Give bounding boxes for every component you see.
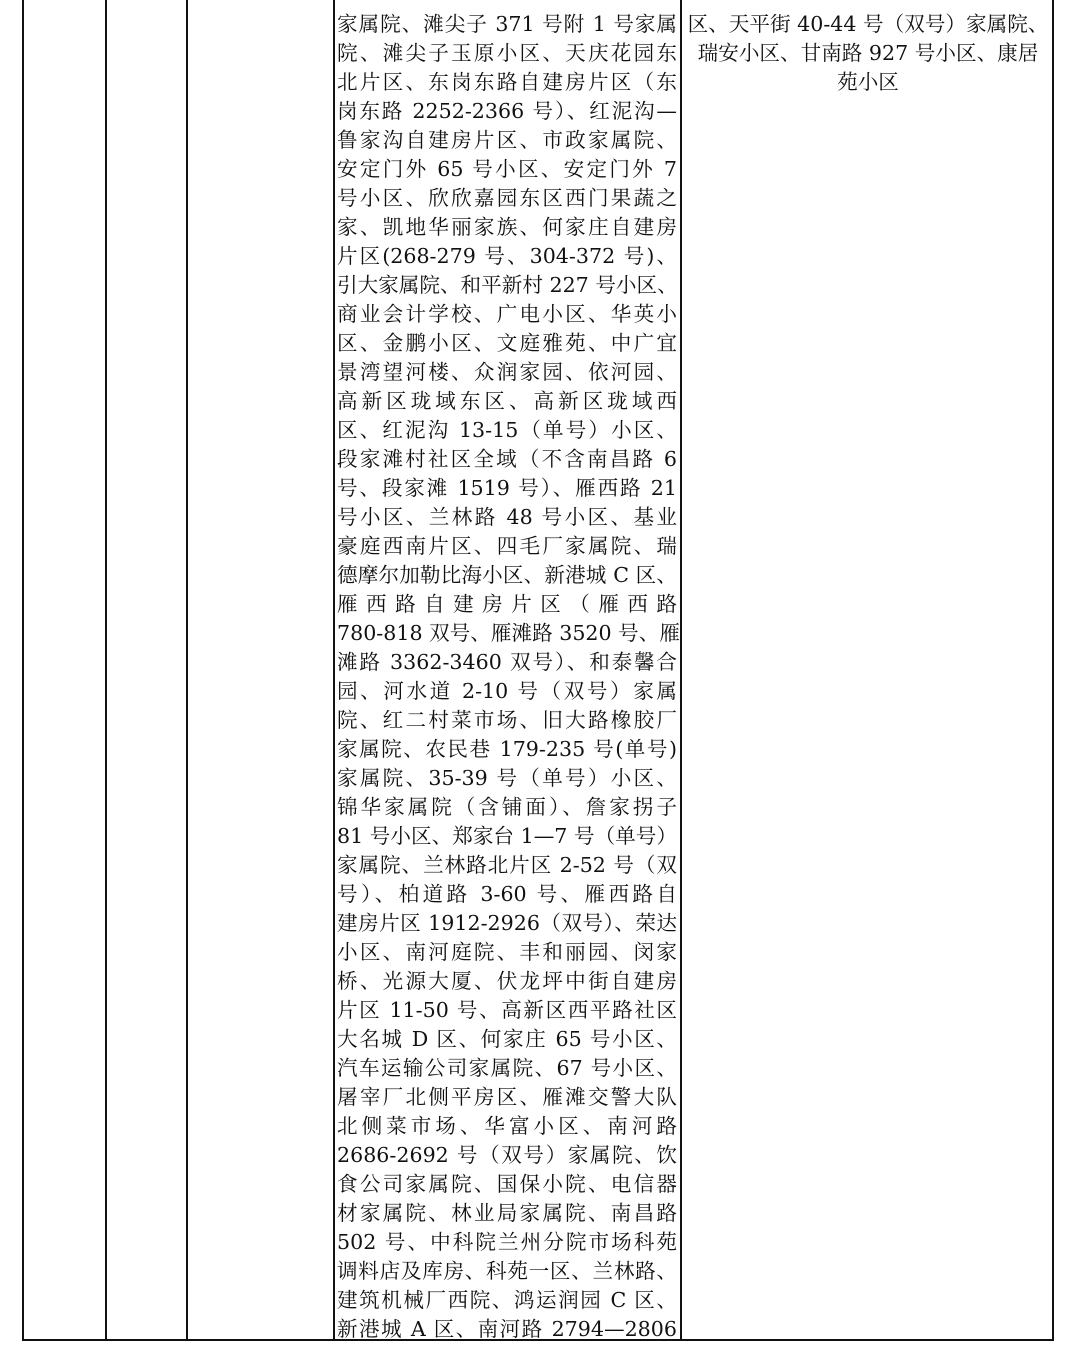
area-text-line: 大名城 D 区、何家庄 65 号小区、 <box>337 1027 677 1051</box>
area-text-line: 号）、柏道路 3-60 号、雁西路自 <box>337 882 677 906</box>
area-text-line: 引大家属院、和平新村 227 号小区、 <box>337 273 678 297</box>
table-border-right <box>1052 0 1054 1341</box>
area-text-line: 780-818 双号、雁滩路 3520 号、雁 <box>337 621 680 645</box>
area-text-line: 家属院、农民巷 179-235 号(单号) <box>337 737 677 761</box>
area-text-line: 安定门外 65 号小区、安定门外 7 <box>337 157 677 181</box>
area-text-line: 院、红二村菜市场、旧大路橡胶厂 <box>337 708 677 732</box>
area-text-line: 北片区、东岗东路自建房片区（东 <box>337 70 677 94</box>
area-text-line: 家属院、滩尖子 371 号附 1 号家属 <box>337 12 677 36</box>
area-text-line: 小区、南河庭院、丰和丽园、闵家 <box>337 940 677 964</box>
column-divider-2 <box>186 0 188 1341</box>
area-text-line: 号小区、欣欣嘉园东区西门果蔬之 <box>337 186 677 210</box>
area-text-line: 建房片区 1912-2926（双号）、荣达 <box>337 911 677 935</box>
area-text-line: 区、红泥沟 13-15（单号）小区、 <box>337 418 677 442</box>
area-text-line: 段家滩村社区全域（不含南昌路 6 <box>337 447 677 471</box>
area-text-line: 号小区、兰林路 48 号小区、基业 <box>337 505 677 529</box>
area-text-line: 502 号、中科院兰州分院市场科苑 <box>337 1230 677 1254</box>
area-text-line: 材家属院、林业局家属院、南昌路 <box>337 1201 677 1225</box>
areas-cell <box>337 10 680 1344</box>
area-text-line: 桥、光源大厦、伏龙坪中街自建房 <box>337 969 677 993</box>
area-text-line: 家、凯地华丽家族、何家庄自建房 <box>337 215 677 239</box>
area-text-line: 新港城 A 区、南河路 2794—2806 <box>337 1317 677 1341</box>
area-text-line: 商业会计学校、广电小区、华英小 <box>337 302 677 326</box>
area-text-line: 片区(268-279 号、304-372 号)、 <box>337 244 677 268</box>
other-area-text-line: 瑞安小区、甘南路 927 号小区、康居 <box>697 41 1039 65</box>
area-text-line: 景湾望河楼、众润家园、依河园、 <box>337 360 677 384</box>
area-text-line: 家属院、兰林路北片区 2-52 号（双 <box>337 853 677 877</box>
area-text-line: 汽车运输公司家属院、67 号小区、 <box>337 1056 677 1080</box>
area-text-line: 雁西路自建房片区（雁西路 <box>337 592 677 616</box>
column-divider-3 <box>333 0 335 1341</box>
area-text-line: 滩路 3362-3460 双号）、和泰馨合 <box>337 650 677 674</box>
area-text-line: 屠宰厂北侧平房区、雁滩交警大队 <box>337 1085 677 1109</box>
area-text-line: 德摩尔加勒比海小区、新港城 C 区、 <box>337 563 677 587</box>
other-area-text-line: 区、天平街 40-44 号（双号）家属院、 <box>687 12 1049 36</box>
other-areas-cell <box>683 10 1053 97</box>
other-area-text-line: 苑小区 <box>837 70 899 94</box>
area-text-line: 豪庭西南片区、四毛厂家属院、瑞 <box>337 534 677 558</box>
area-text-line: 调料店及库房、科苑一区、兰林路、 <box>337 1259 677 1283</box>
area-text-line: 2686-2692 号（双号）家属院、饮 <box>337 1143 677 1167</box>
area-text-line: 园、河水道 2-10 号（双号）家属 <box>337 679 677 703</box>
area-text-line: 高新区珑域东区、高新区珑域西 <box>337 389 677 413</box>
table-border-left <box>22 0 24 1341</box>
column-divider-1 <box>105 0 107 1341</box>
area-text-line: 片区 11-50 号、高新区西平路社区 <box>337 998 677 1022</box>
area-text-line: 号、段家滩 1519 号）、雁西路 21 <box>337 476 677 500</box>
area-text-line: 鲁家沟自建房片区、市政家属院、 <box>337 128 677 152</box>
area-text-line: 岗东路 2252-2366 号）、红泥沟— <box>337 99 677 123</box>
area-text-line: 建筑机械厂西院、鸿运润园 C 区、 <box>337 1288 677 1312</box>
area-text-line: 院、滩尖子玉原小区、天庆花园东 <box>337 41 677 65</box>
area-text-line: 81 号小区、郑家台 1—7 号（单号） <box>337 824 677 848</box>
area-text-line: 锦华家属院（含铺面）、詹家拐子 <box>337 795 677 819</box>
area-text-line: 食公司家属院、国保小院、电信器 <box>337 1172 677 1196</box>
area-text-line: 家属院、35-39 号（单号）小区、 <box>337 766 677 790</box>
column-divider-4 <box>680 0 682 1341</box>
area-text-line: 北侧菜市场、华富小区、南河路 <box>337 1114 677 1138</box>
area-text-line: 区、金鹏小区、文庭雅苑、中广宜 <box>337 331 677 355</box>
